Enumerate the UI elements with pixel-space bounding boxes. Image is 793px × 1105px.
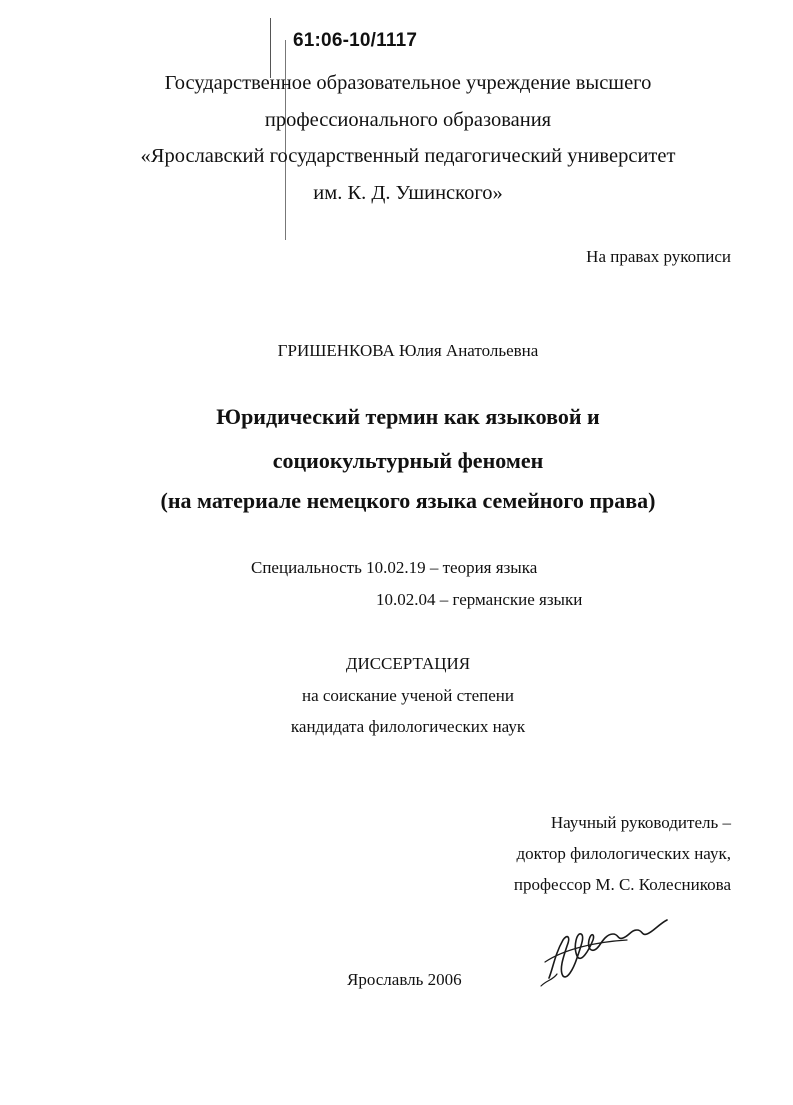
title-line-1: Юридический термин как языковой и (216, 404, 600, 429)
dissertation-heading: ДИССЕРТАЦИЯ (345, 654, 471, 673)
dissertation-line-1: на соискание ученой степени (301, 686, 515, 705)
author-name: ГРИШЕНКОВА Юлия Анатольевна (277, 341, 539, 360)
specialty-line-1: Специальность 10.02.19 – теория языка (251, 558, 538, 577)
institution-line-3: «Ярославский государственный педагогический университет (140, 145, 676, 167)
scan-line-left (270, 18, 271, 78)
title-line-3: (на материале немецкого языка семейного права) (160, 488, 656, 513)
advisor-line-3: профессор М. С. Колесникова (513, 875, 731, 894)
advisor-line-1: Научный руководитель – (550, 813, 731, 832)
archive-code: 61:06-10/1117 (293, 30, 418, 51)
specialty-line-2: 10.02.04 – германские языки (376, 590, 583, 609)
handwritten-signature (533, 910, 673, 990)
scan-line-right (285, 40, 286, 240)
advisor-line-2: доктор филологических наук, (516, 844, 731, 863)
title-line-2: социокультурный феномен (272, 448, 544, 473)
city-year: Ярославль 2006 (347, 970, 462, 989)
institution-line-4: им. К. Д. Ушинского» (313, 182, 503, 204)
manuscript-rights: На правах рукописи (586, 247, 731, 266)
institution-line-2: профессионального образования (264, 109, 552, 131)
institution-line-1: Государственное образовательное учреждение высшего (164, 72, 652, 94)
dissertation-line-2: кандидата филологических наук (290, 717, 526, 736)
